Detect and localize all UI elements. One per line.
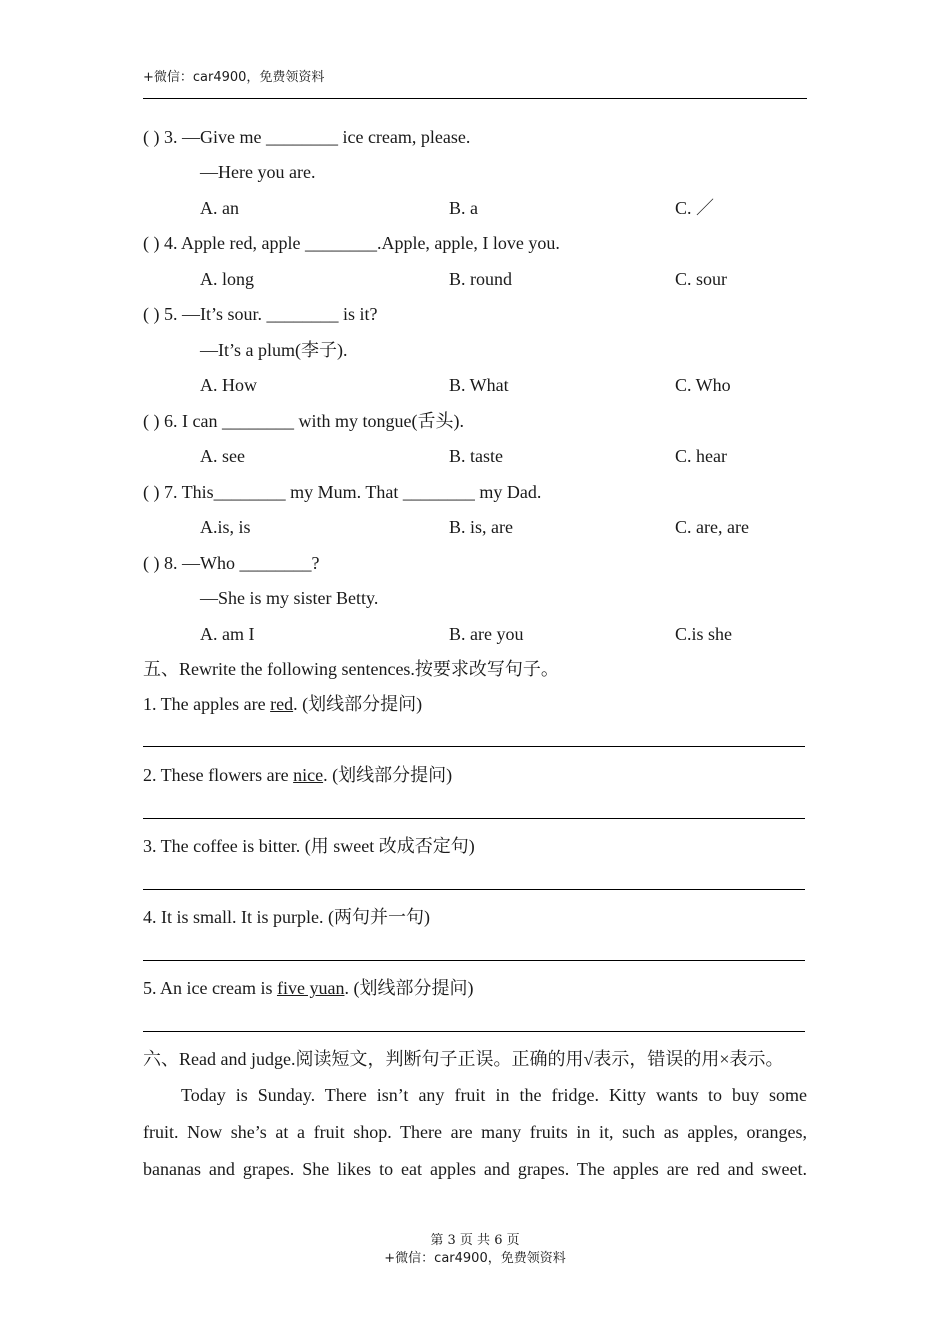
section-5-title: 五、Rewrite the following sentences.按要求改写句子。 — [143, 659, 559, 679]
question-4-option-c: C. sour — [675, 269, 728, 289]
header-rule — [143, 98, 807, 99]
rewrite-item-3: 3. The coffee is bitter. (用 sweet 改成否定句) — [143, 836, 475, 856]
passage-line-2: fruit. Now she’s at a fruit shop. There are many fruits in it, such as apples, oranges, — [143, 1122, 807, 1142]
question-4-option-b: B. round — [449, 269, 512, 289]
rewrite-item-1: 1. The apples are red. (划线部分提问) — [143, 694, 423, 714]
page-number: 第 3 页 共 6 页 — [430, 1233, 520, 1248]
question-8-option-b: B. are you — [449, 624, 524, 644]
question-3-reply: —Here you are. — [200, 162, 316, 182]
question-8-option-a: A. am I — [200, 624, 255, 644]
question-5-option-a: A. How — [200, 375, 257, 395]
passage-line-3: bananas and grapes. She likes to eat apples and grapes. The apples are red and sweet. — [143, 1159, 807, 1179]
question-6-option-c: C. hear — [675, 446, 727, 466]
rewrite-item-5: 5. An ice cream is five yuan. (划线部分提问) — [143, 978, 474, 998]
question-5-option-c: C. Who — [675, 375, 731, 395]
question-4-stem: ( ) 4. Apple red, apple ________.Apple, apple, I love you. — [143, 233, 560, 253]
question-4-option-a: A. long — [200, 269, 254, 289]
question-7-option-a: A.is, is — [200, 517, 251, 537]
question-5-reply: —It’s a plum(李子). — [200, 340, 348, 360]
answer-line-3[interactable] — [143, 889, 805, 890]
question-7-stem: ( ) 7. This________ my Mum. That ________ my Dad. — [143, 482, 542, 502]
question-3-stem: ( ) 3. —Give me ________ ice cream, please. — [143, 127, 471, 147]
answer-line-4[interactable] — [143, 960, 805, 961]
answer-line-2[interactable] — [143, 818, 805, 819]
question-7-option-b: B. is, are — [449, 517, 513, 537]
question-6-option-a: A. see — [200, 446, 245, 466]
question-3-option-b: B. a — [449, 198, 478, 218]
passage-line-1: Today is Sunday. There isn’t any fruit in the fridge. Kitty wants to buy some — [181, 1085, 807, 1105]
question-8-stem: ( ) 8. —Who ________? — [143, 553, 320, 573]
header-note: +微信：car4900，免费领资料 — [143, 70, 325, 85]
section-6-title: 六、Read and judge.阅读短文，判断句子正误。正确的用√表示，错误的用×表示。 — [143, 1049, 784, 1069]
question-3-option-a: A. an — [200, 198, 239, 218]
question-3-option-c: C. ／ — [675, 198, 715, 218]
rewrite-item-4: 4. It is small. It is purple. (两句并一句) — [143, 907, 430, 927]
question-8-option-c: C.is she — [675, 624, 733, 644]
rewrite-item-2: 2. These flowers are nice. (划线部分提问) — [143, 765, 453, 785]
question-8-reply: —She is my sister Betty. — [200, 588, 379, 608]
question-5-stem: ( ) 5. —It’s sour. ________ is it? — [143, 304, 378, 324]
question-6-stem: ( ) 6. I can ________ with my tongue(舌头). — [143, 411, 464, 431]
answer-line-1[interactable] — [143, 746, 805, 747]
question-5-option-b: B. What — [449, 375, 509, 395]
footer-note: +微信：car4900，免费领资料 — [384, 1251, 566, 1266]
answer-line-5[interactable] — [143, 1031, 805, 1032]
question-6-option-b: B. taste — [449, 446, 503, 466]
question-7-option-c: C. are, are — [675, 517, 749, 537]
